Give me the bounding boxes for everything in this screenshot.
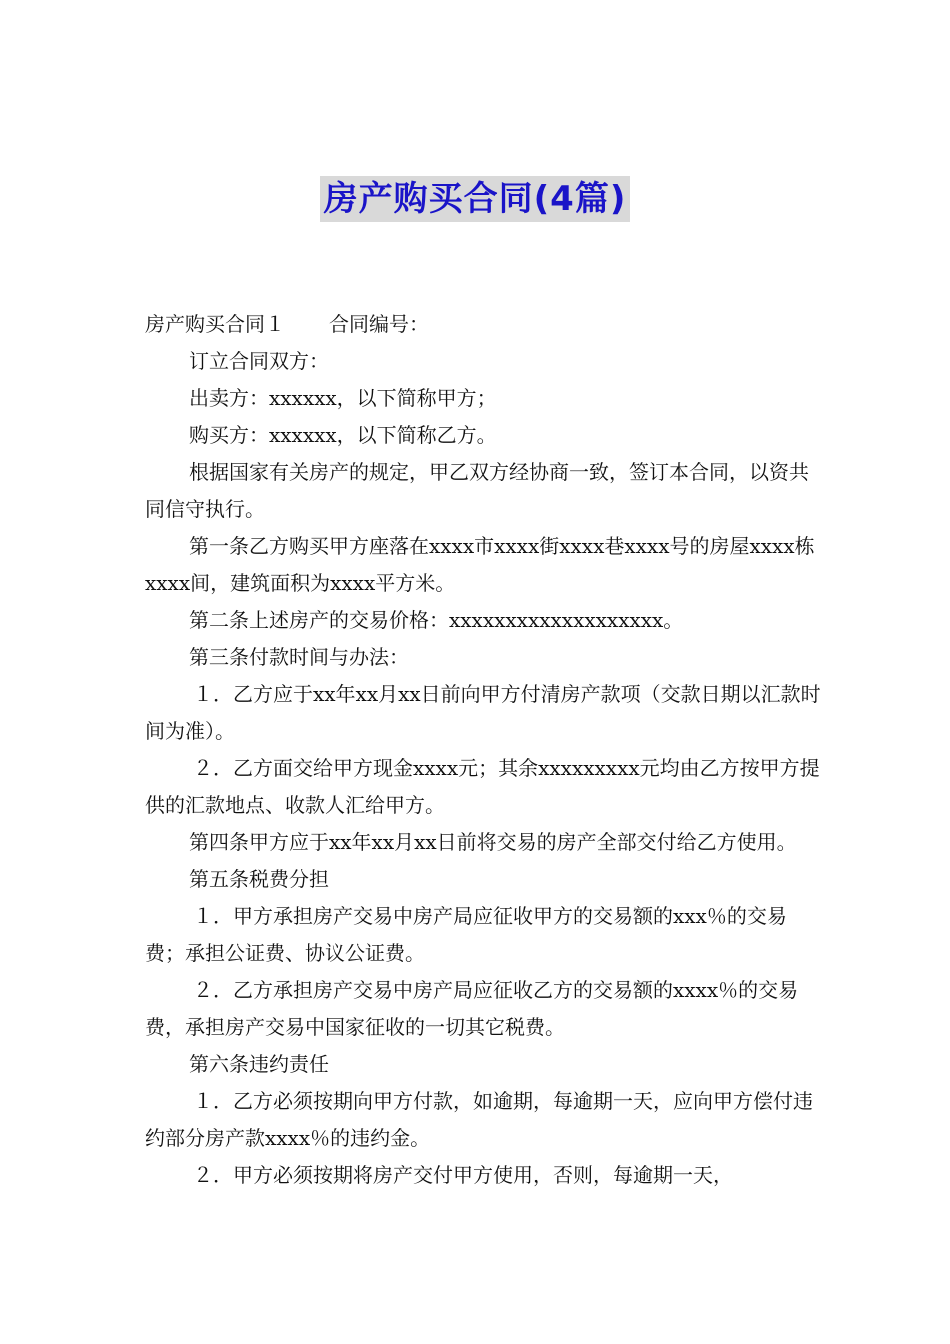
paragraph-article-4: 第四条甲方应于xx年xx月xx日前将交易的房产全部交付给乙方使用。 — [189, 830, 797, 854]
paragraph-preamble: 根据国家有关房产的规定，甲乙双方经协商一致，签订本合同，以资共同信守执行。 — [145, 460, 809, 521]
paragraph-article-5-item-1: １．甲方承担房产交易中房产局应征收甲方的交易额的xxx％的交易费；承担公证费、协议公证费。 — [145, 904, 787, 965]
paragraph-buyer: 购买方：xxxxxx，以下简称乙方。 — [189, 423, 497, 447]
contract-label: 房产购买合同１ — [145, 312, 285, 336]
paragraph-parties-intro: 订立合同双方： — [189, 349, 329, 373]
paragraph-article-1: 第一条乙方购买甲方座落在xxxx市xxxx街xxxx巷xxxx号的房屋xxxx栋xxxx间，建筑面积为xxxx平方米。 — [145, 534, 815, 595]
paragraph-article-5: 第五条税费分担 — [189, 867, 329, 891]
contract-heading-line — [145, 306, 825, 343]
paragraph-article-3-item-2: ２．乙方面交给甲方现金xxxx元；其余xxxxxxxxx元均由乙方按甲方提供的汇款地点、收款人汇给甲方。 — [145, 756, 820, 817]
paragraph-article-2: 第二条上述房产的交易价格：xxxxxxxxxxxxxxxxxxx。 — [189, 608, 684, 632]
paragraph-seller: 出卖方：xxxxxx，以下简称甲方； — [189, 386, 497, 410]
title-container — [0, 176, 950, 222]
paragraph-article-6: 第六条违约责任 — [189, 1052, 329, 1076]
document-title: 房产购买合同(4篇) — [320, 176, 631, 222]
document-body — [145, 306, 825, 1194]
contract-number-label: 合同编号： — [329, 312, 429, 336]
paragraph-article-5-item-2: ２．乙方承担房产交易中房产局应征收乙方的交易额的xxxx％的交易费，承担房产交易中国家征收的一切其它税费。 — [145, 978, 799, 1039]
paragraph-article-3-item-1: １．乙方应于xx年xx月xx日前向甲方付清房产款项（交款日期以汇款时间为准）。 — [145, 682, 821, 743]
paragraph-article-3: 第三条付款时间与办法： — [189, 645, 409, 669]
paragraph-article-6-item-2: ２．甲方必须按期将房产交付甲方使用，否则，每逾期一天， — [193, 1163, 733, 1187]
paragraph-article-6-item-1: １．乙方必须按期向甲方付款，如逾期，每逾期一天，应向甲方偿付违约部分房产款xxxx％的违约金。 — [145, 1089, 813, 1150]
